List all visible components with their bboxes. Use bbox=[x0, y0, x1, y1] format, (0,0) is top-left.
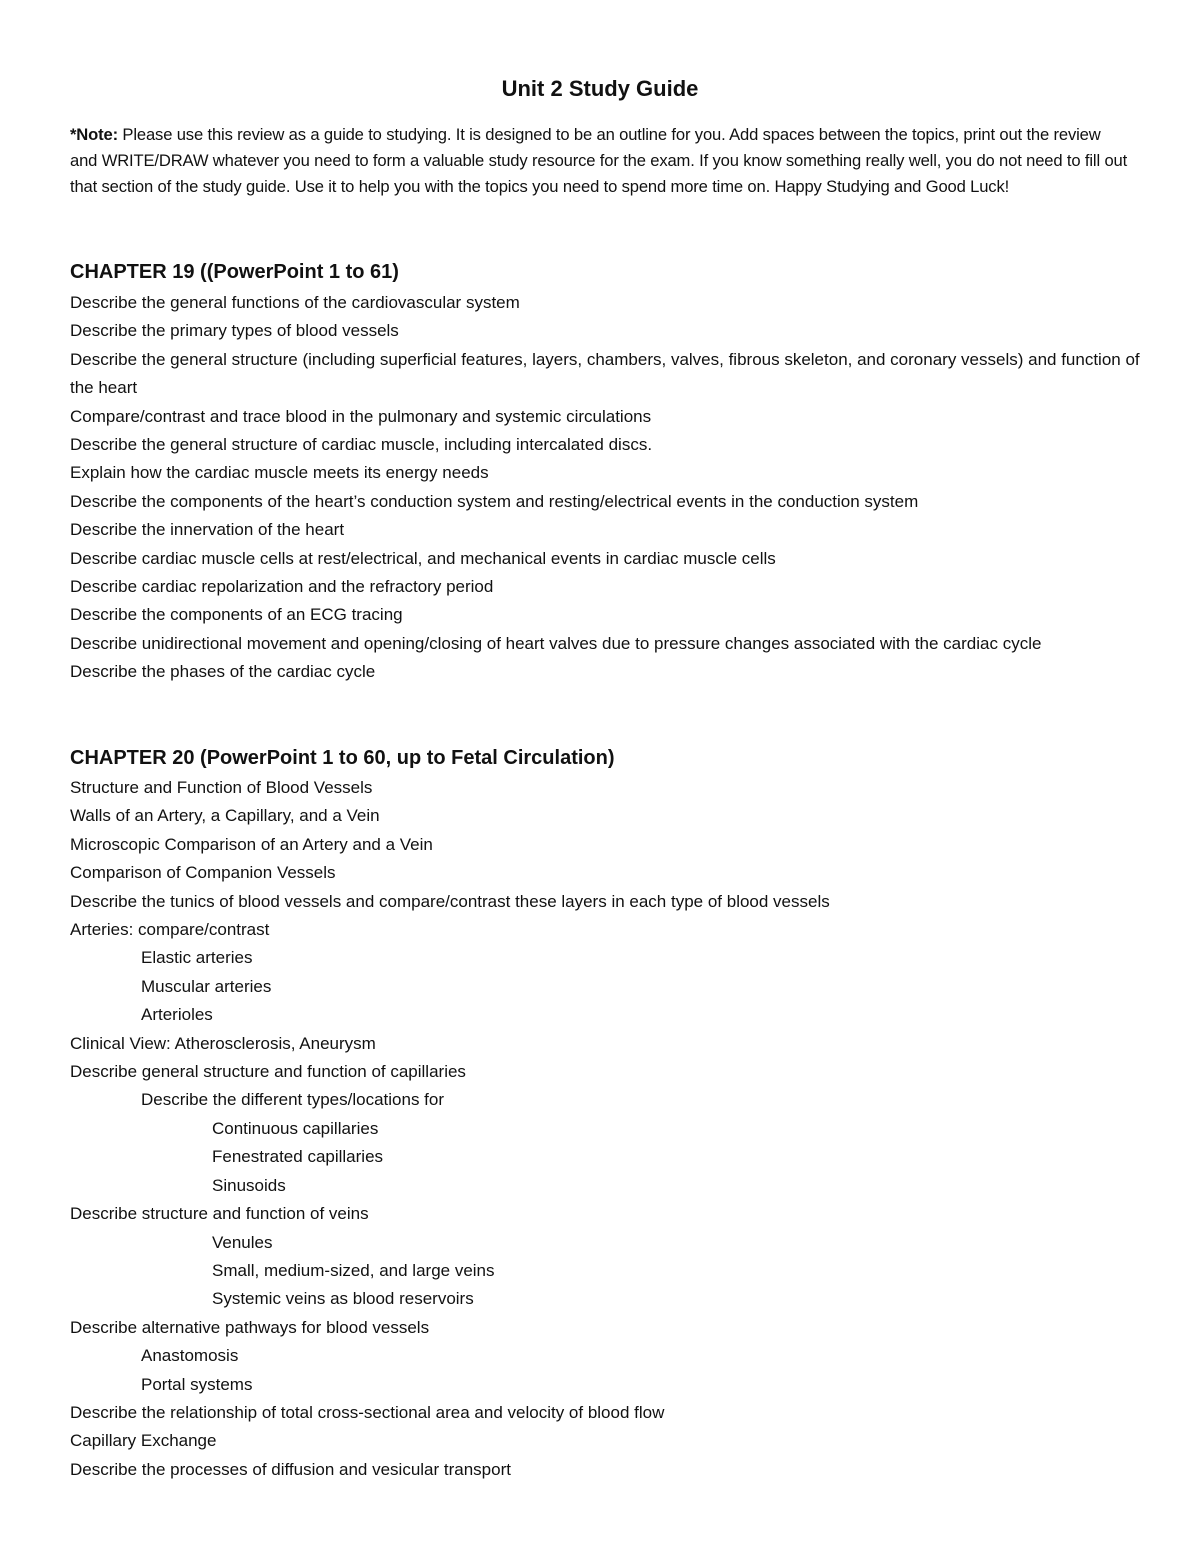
list-item: Fenestrated capillaries bbox=[212, 1147, 384, 1167]
chapter-19-heading: CHAPTER 19 ((PowerPoint 1 to 61) bbox=[70, 261, 399, 283]
list-item: Continuous capillaries bbox=[212, 1118, 379, 1138]
list-item: Portal systems bbox=[141, 1374, 253, 1394]
list-item: Describe the components of the heart’s conduction system and resting/electrical events in the conduction system bbox=[70, 491, 919, 511]
list-item: Arteries: compare/contrast bbox=[70, 920, 270, 940]
list-item: Describe alternative pathways for blood vessels bbox=[70, 1317, 430, 1337]
list-item: Sinusoids bbox=[212, 1175, 286, 1195]
list-item: Describe cardiac repolarization and the refractory period bbox=[70, 577, 494, 597]
page-title: Unit 2 Study Guide bbox=[501, 76, 699, 101]
study-note bbox=[70, 122, 1132, 200]
note-label: *Note: bbox=[70, 125, 118, 144]
list-item: Describe the tunics of blood vessels and compare/contrast these layers in each type of blood vessels bbox=[70, 891, 830, 911]
list-item: Describe the primary types of blood vessels bbox=[70, 321, 399, 341]
list-item: Compare/contrast and trace blood in the pulmonary and systemic circulations bbox=[70, 406, 652, 426]
list-item: Structure and Function of Blood Vessels bbox=[70, 778, 373, 797]
list-item: Describe the different types/locations for bbox=[141, 1090, 445, 1110]
list-item: Walls of an Artery, a Capillary, and a Vein bbox=[70, 806, 380, 826]
list-item: Venules bbox=[212, 1232, 273, 1252]
list-item: Describe the components of an ECG tracing bbox=[70, 605, 403, 625]
list-item: Explain how the cardiac muscle meets its energy needs bbox=[70, 463, 489, 483]
list-item: Capillary Exchange bbox=[70, 1431, 217, 1451]
list-item: Anastomosis bbox=[141, 1346, 239, 1366]
list-item: Describe the processes of diffusion and vesicular transport bbox=[70, 1459, 511, 1479]
list-item: Microscopic Comparison of an Artery and a Vein bbox=[70, 834, 433, 854]
list-item: Elastic arteries bbox=[141, 948, 253, 968]
list-item: Systemic veins as blood reservoirs bbox=[212, 1289, 474, 1309]
list-item: Describe structure and function of veins bbox=[70, 1204, 369, 1224]
list-item: Describe general structure and function of capillaries bbox=[70, 1062, 466, 1082]
list-item: Small, medium-sized, and large veins bbox=[212, 1260, 495, 1280]
chapter-19-topics bbox=[70, 289, 1150, 687]
chapter-20-heading: CHAPTER 20 (PowerPoint 1 to 60, up to Fetal Circulation) bbox=[70, 747, 615, 769]
list-item: Describe the phases of the cardiac cycle bbox=[70, 662, 376, 682]
list-item: Describe cardiac muscle cells at rest/electrical, and mechanical events in cardiac muscle cells bbox=[70, 548, 776, 568]
list-item: Arterioles bbox=[141, 1005, 213, 1025]
list-item: Describe the relationship of total cross-sectional area and velocity of blood flow bbox=[70, 1402, 665, 1422]
list-item: Describe the general structure of cardiac muscle, including intercalated discs. bbox=[70, 435, 653, 455]
list-item: Describe the innervation of the heart bbox=[70, 520, 345, 540]
list-item: Clinical View: Atherosclerosis, Aneurysm bbox=[70, 1033, 376, 1053]
list-item: Muscular arteries bbox=[141, 976, 272, 996]
list-item: Describe unidirectional movement and opening/closing of heart valves due to pressure changes associated with the cardiac cycle bbox=[70, 633, 1042, 653]
list-item: Describe the general structure (including superficial features, layers, chambers, valves, fibrous skeleton, and coronary vessels) and function of the heart bbox=[70, 349, 1140, 398]
chapter-20-topics bbox=[70, 774, 1150, 1484]
list-item: Describe the general functions of the cardiovascular system bbox=[70, 293, 520, 312]
note-text: Please use this review as a guide to studying. It is designed to be an outline for you. Add spaces between the topics, print out the review and WRITE/DRAW whatever you need to form a valuable study resource for the exam. If you know something really well, you do not need to fill out that section of the study guide. Use it to help you with the topics you need to spend more time on. Happy Studying and Good Luck! bbox=[70, 125, 1128, 196]
list-item: Comparison of Companion Vessels bbox=[70, 863, 336, 883]
